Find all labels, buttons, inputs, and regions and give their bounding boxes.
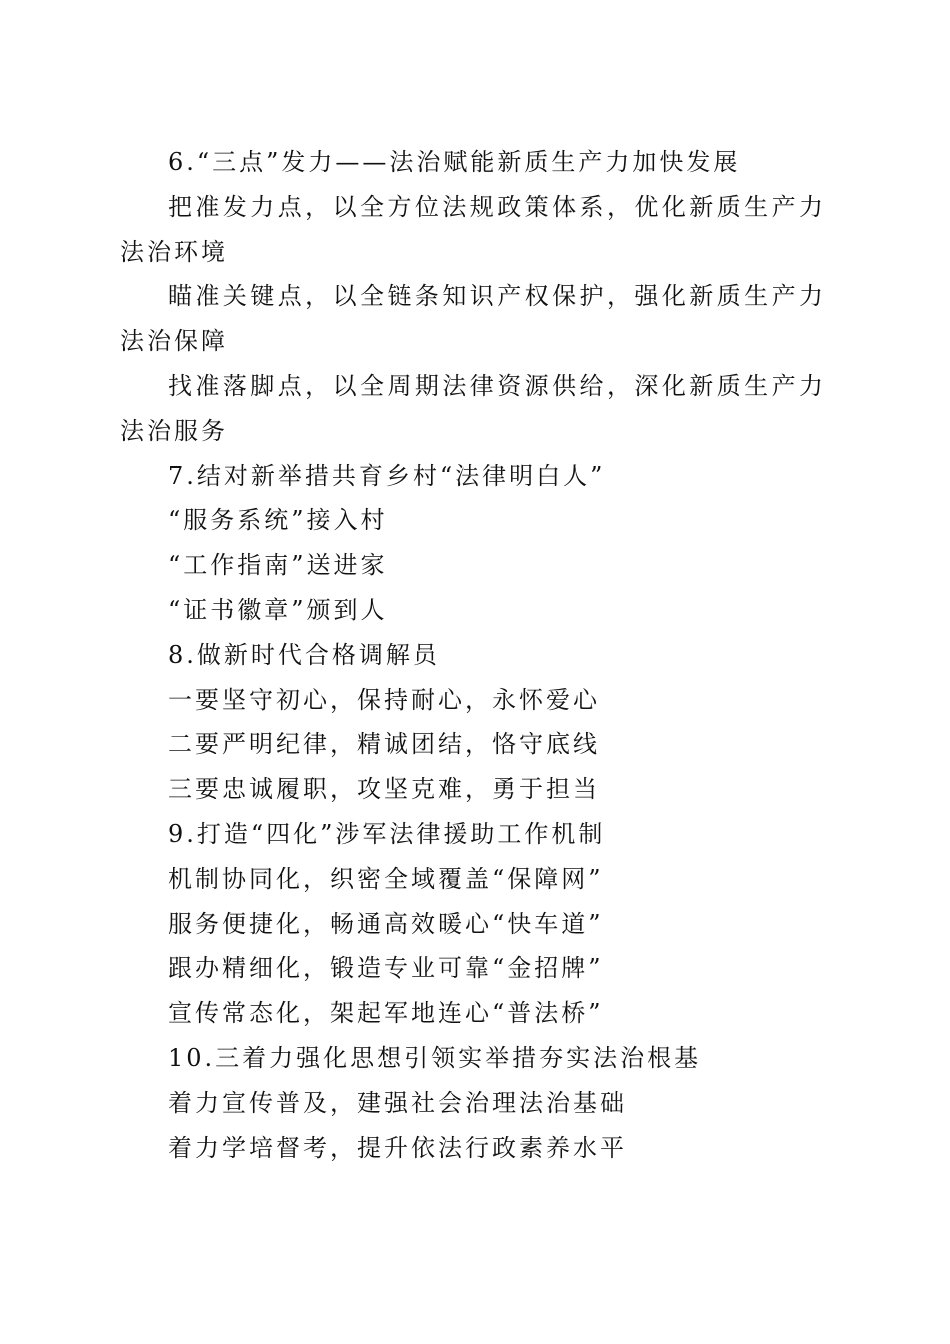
heading-item-6: 6.“三点”发力——法治赋能新质生产力加快发展 xyxy=(168,148,741,176)
paragraph: 二要严明纪律，精诚团结，恪守底线 xyxy=(168,730,600,759)
paragraph: 着力宣传普及，建强社会治理法治基础 xyxy=(168,1088,627,1117)
heading-item-8: 8.做新时代合格调解员 xyxy=(168,640,440,669)
paragraph: 找准落脚点，以全周期法律资源供给，深化新质生产力法治服务 xyxy=(120,371,826,445)
paragraph: “服务系统”接入村 xyxy=(168,506,388,535)
document-body xyxy=(120,140,826,1170)
heading-item-7: 7.结对新举措共育乡村“法律明白人” xyxy=(168,461,606,490)
paragraph: 瞄准关键点，以全链条知识产权保护，强化新质生产力法治保障 xyxy=(120,282,826,356)
paragraph: 一要坚守初心，保持耐心，永怀爱心 xyxy=(168,685,600,714)
paragraph: 跟办精细化，锻造专业可靠“金招牌” xyxy=(168,954,604,983)
heading-item-10: 10.三着力强化思想引领实举措夯实法治根基 xyxy=(168,1043,702,1072)
paragraph: 机制协同化，织密全域覆盖“保障网” xyxy=(168,864,604,893)
paragraph: 服务便捷化，畅通高效暖心“快车道” xyxy=(168,909,604,938)
paragraph: 宣传常态化，架起军地连心“普法桥” xyxy=(168,999,604,1028)
paragraph: 着力学培督考，提升依法行政素养水平 xyxy=(168,1133,627,1162)
paragraph: 把准发力点，以全方位法规政策体系，优化新质生产力法治环境 xyxy=(120,192,826,266)
heading-item-9: 9.打造“四化”涉军法律援助工作机制 xyxy=(168,819,606,848)
paragraph: “证书徽章”颁到人 xyxy=(168,595,388,624)
paragraph: “工作指南”送进家 xyxy=(168,551,388,580)
paragraph: 三要忠诚履职，攻坚克难，勇于担当 xyxy=(168,775,600,804)
